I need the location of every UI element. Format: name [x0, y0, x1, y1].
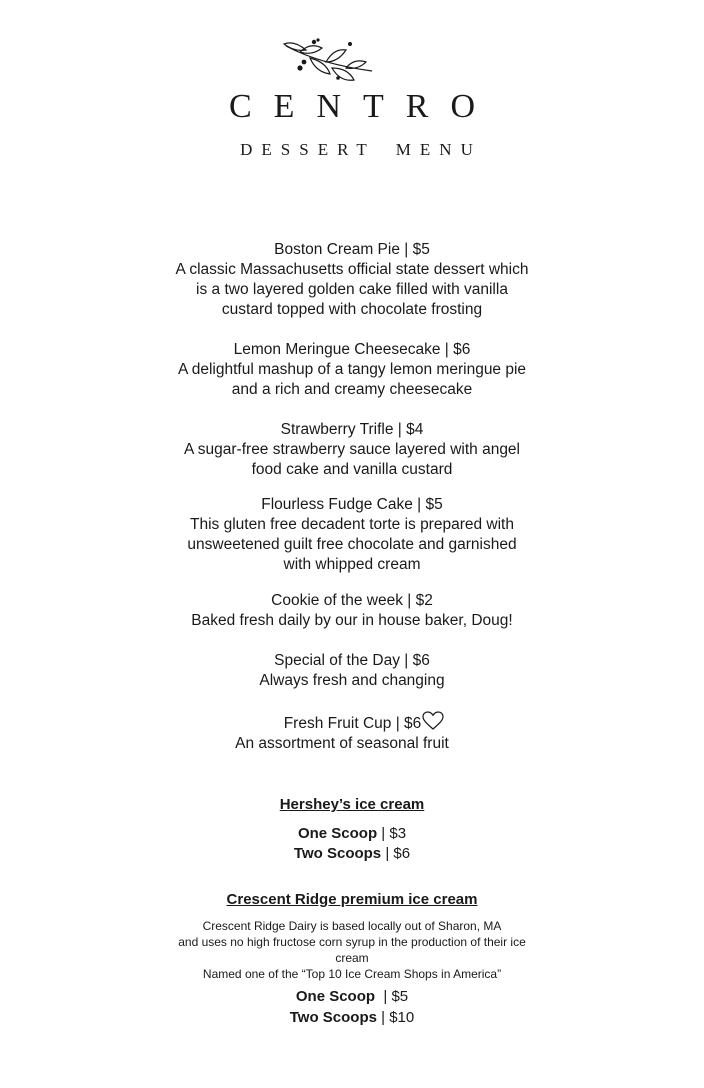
menu-item-title: Fresh Fruit Cup | $6 — [283, 715, 422, 732]
scoop-price: | $3 — [377, 825, 407, 842]
menu-item-title: Special of the Day | $6 — [274, 652, 430, 669]
menu-item-flourless-fudge-cake — [0, 495, 704, 575]
menu-item-desc: A delightful mashup of a tangy lemon meringue pie and a rich and creamy cheesecake — [177, 361, 527, 398]
menu-item-desc: This gluten free decadent torte is prepared with unsweetened guilt free chocolate and garnished with whipped cream — [187, 516, 517, 573]
brand-name: CENTRO — [229, 88, 497, 125]
menu-item-title: Flourless Fudge Cake | $5 — [261, 496, 443, 513]
subtitle-word-menu: MENU — [395, 140, 482, 159]
menu-item-title: Strawberry Trifle | $4 — [280, 421, 424, 438]
hersheys-two-scoops — [0, 844, 704, 864]
menu-item-special-of-the-day — [0, 651, 704, 691]
scoop-label: One Scoop — [295, 988, 376, 1005]
menu-item-cookie-of-the-week — [0, 591, 704, 631]
crescent-section-title: Crescent Ridge premium ice cream — [226, 891, 478, 908]
scoop-label: One Scoop — [297, 825, 378, 842]
scoop-label: Two Scoops — [289, 1009, 377, 1026]
olive-branch-icon — [280, 38, 376, 94]
menu-subtitle — [0, 140, 704, 160]
scoop-price: | $10 — [376, 1009, 415, 1026]
crescent-one-scoop — [0, 987, 704, 1007]
menu-item-desc: Baked fresh daily by our in house baker, Doug! — [191, 612, 513, 629]
heart-icon — [422, 711, 444, 731]
crescent-description: Crescent Ridge Dairy is based locally out of Sharon, MA and uses no high fructose corn syrup in the production of their ice cream Named one of the “Top 10 Ice Cream Shops in America” — [178, 919, 526, 981]
menu-item-desc: A classic Massachusetts official state dessert which is a two layered golden cake filled with vanilla custard topped with chocolate frosting — [175, 261, 529, 318]
menu-item-title: Lemon Meringue Cheesecake | $6 — [233, 341, 471, 358]
hersheys-one-scoop — [0, 824, 704, 844]
menu-item-title: Cookie of the week | $2 — [271, 592, 433, 609]
menu-item-strawberry-trifle — [0, 420, 704, 480]
menu-item-desc: Always fresh and changing — [259, 672, 445, 689]
scoop-label: Two Scoops — [293, 845, 382, 862]
menu-item-title: Boston Cream Pie | $5 — [274, 241, 430, 258]
scoop-price: | $5 — [375, 988, 409, 1005]
menu-item-lemon-meringue-cheesecake — [0, 340, 704, 400]
subtitle-word-dessert: DESSERT — [240, 140, 376, 159]
scoop-price: | $6 — [381, 845, 411, 862]
menu-item-boston-cream-pie — [0, 240, 704, 320]
menu-item-desc: An assortment of seasonal fruit — [235, 735, 449, 752]
menu-item-fresh-fruit-cup — [0, 711, 704, 754]
menu-item-desc: A sugar-free strawberry sauce layered with angel food cake and vanilla custard — [184, 441, 520, 478]
crescent-two-scoops — [0, 1008, 704, 1028]
hersheys-section-title: Hershey’s ice cream — [279, 796, 425, 813]
menu-item-title-row — [0, 711, 704, 734]
